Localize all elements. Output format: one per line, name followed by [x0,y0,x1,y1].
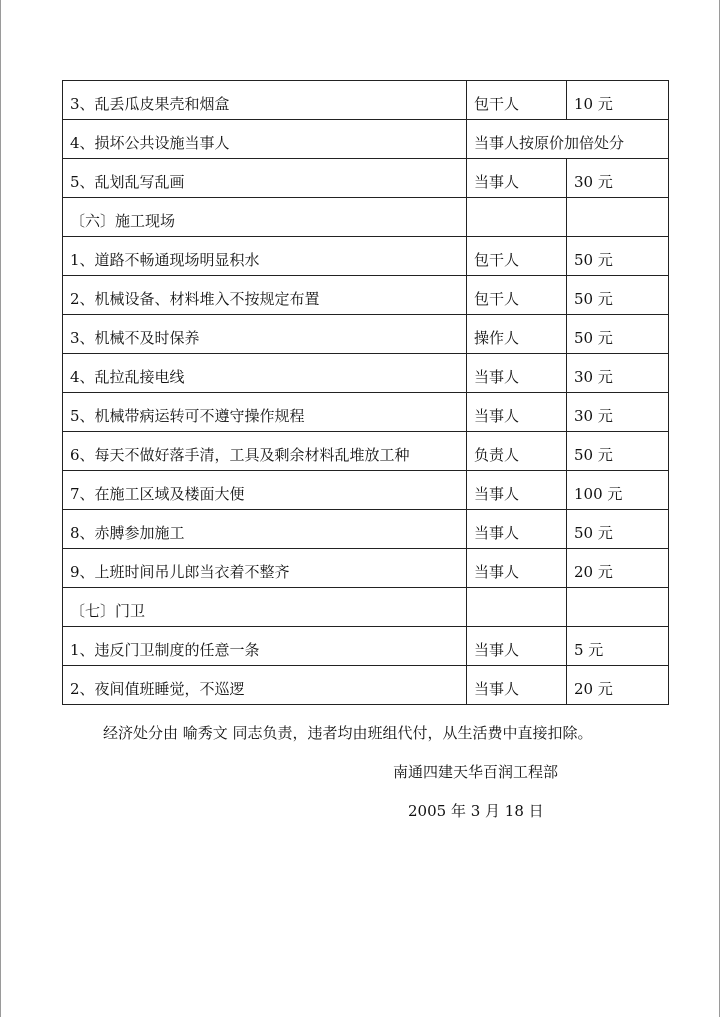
responsible-cell [467,588,567,627]
table-row [63,393,669,432]
violation-cell: 4、损坏公共设施当事人 [63,120,467,159]
table-row [63,471,669,510]
section-heading: 〔六〕施工现场 [63,198,467,237]
responsible-cell: 当事人 [467,159,567,198]
fine-cell [567,588,669,627]
fine-cell: 30 元 [567,393,669,432]
fine-cell: 5 元 [567,627,669,666]
section-heading: 〔七〕门卫 [63,588,467,627]
responsible-cell: 当事人 [467,627,567,666]
violation-cell: 2、夜间值班睡觉，不巡逻 [63,666,467,705]
fine-cell: 50 元 [567,315,669,354]
table-row [63,120,669,159]
section-row [63,588,669,627]
responsible-cell: 当事人按原价加倍处分 [467,120,669,159]
fine-cell: 20 元 [567,666,669,705]
violation-cell: 3、机械不及时保养 [63,315,467,354]
responsible-cell: 当事人 [467,666,567,705]
responsible-cell: 包干人 [467,81,567,120]
violation-cell: 1、道路不畅通现场明显积水 [63,237,467,276]
fine-cell: 30 元 [567,354,669,393]
table-row [63,237,669,276]
fine-cell: 50 元 [567,237,669,276]
violation-cell: 8、赤膊参加施工 [63,510,467,549]
table-row [63,432,669,471]
penalty-table [62,80,669,705]
violation-cell: 2、机械设备、材料堆入不按规定布置 [63,276,467,315]
organization-name: 南通四建天华百润工程部 [393,763,559,781]
table-row [63,159,669,198]
table-row [63,81,669,120]
violation-cell: 7、在施工区域及楼面大便 [63,471,467,510]
violation-cell: 3、乱丢瓜皮果壳和烟盒 [63,81,467,120]
violation-cell: 9、上班时间吊儿郎当衣着不整齐 [63,549,467,588]
section-row [63,198,669,237]
table-row [63,627,669,666]
fine-cell: 50 元 [567,510,669,549]
fine-cell [567,198,669,237]
fine-cell: 20 元 [567,549,669,588]
fine-cell: 30 元 [567,159,669,198]
responsible-cell: 负责人 [467,432,567,471]
fine-cell: 50 元 [567,276,669,315]
violation-cell: 6、每天不做好落手清，工具及剩余材料乱堆放工种 [63,432,467,471]
table-row [63,354,669,393]
table-row [63,276,669,315]
violation-cell: 5、机械带病运转可不遵守操作规程 [63,393,467,432]
fine-cell: 10 元 [567,81,669,120]
violation-cell: 4、乱拉乱接电线 [63,354,467,393]
responsible-cell: 操作人 [467,315,567,354]
document-date: 2005 年 3 月 18 日 [408,802,544,820]
violation-cell: 1、违反门卫制度的任意一条 [63,627,467,666]
fine-cell: 50 元 [567,432,669,471]
table-row [63,549,669,588]
responsibility-note: 经济处分由 喻秀文 同志负责，违者均由班组代付，从生活费中直接扣除。 [103,724,593,742]
responsible-cell: 包干人 [467,237,567,276]
responsible-cell: 当事人 [467,510,567,549]
responsible-cell: 包干人 [467,276,567,315]
page-edge-left [0,0,1,1017]
responsible-cell: 当事人 [467,354,567,393]
responsible-cell: 当事人 [467,549,567,588]
responsible-cell: 当事人 [467,393,567,432]
fine-cell: 100 元 [567,471,669,510]
responsible-cell: 当事人 [467,471,567,510]
table-row [63,510,669,549]
table-row [63,666,669,705]
table-row [63,315,669,354]
responsible-cell [467,198,567,237]
violation-cell: 5、乱划乱写乱画 [63,159,467,198]
